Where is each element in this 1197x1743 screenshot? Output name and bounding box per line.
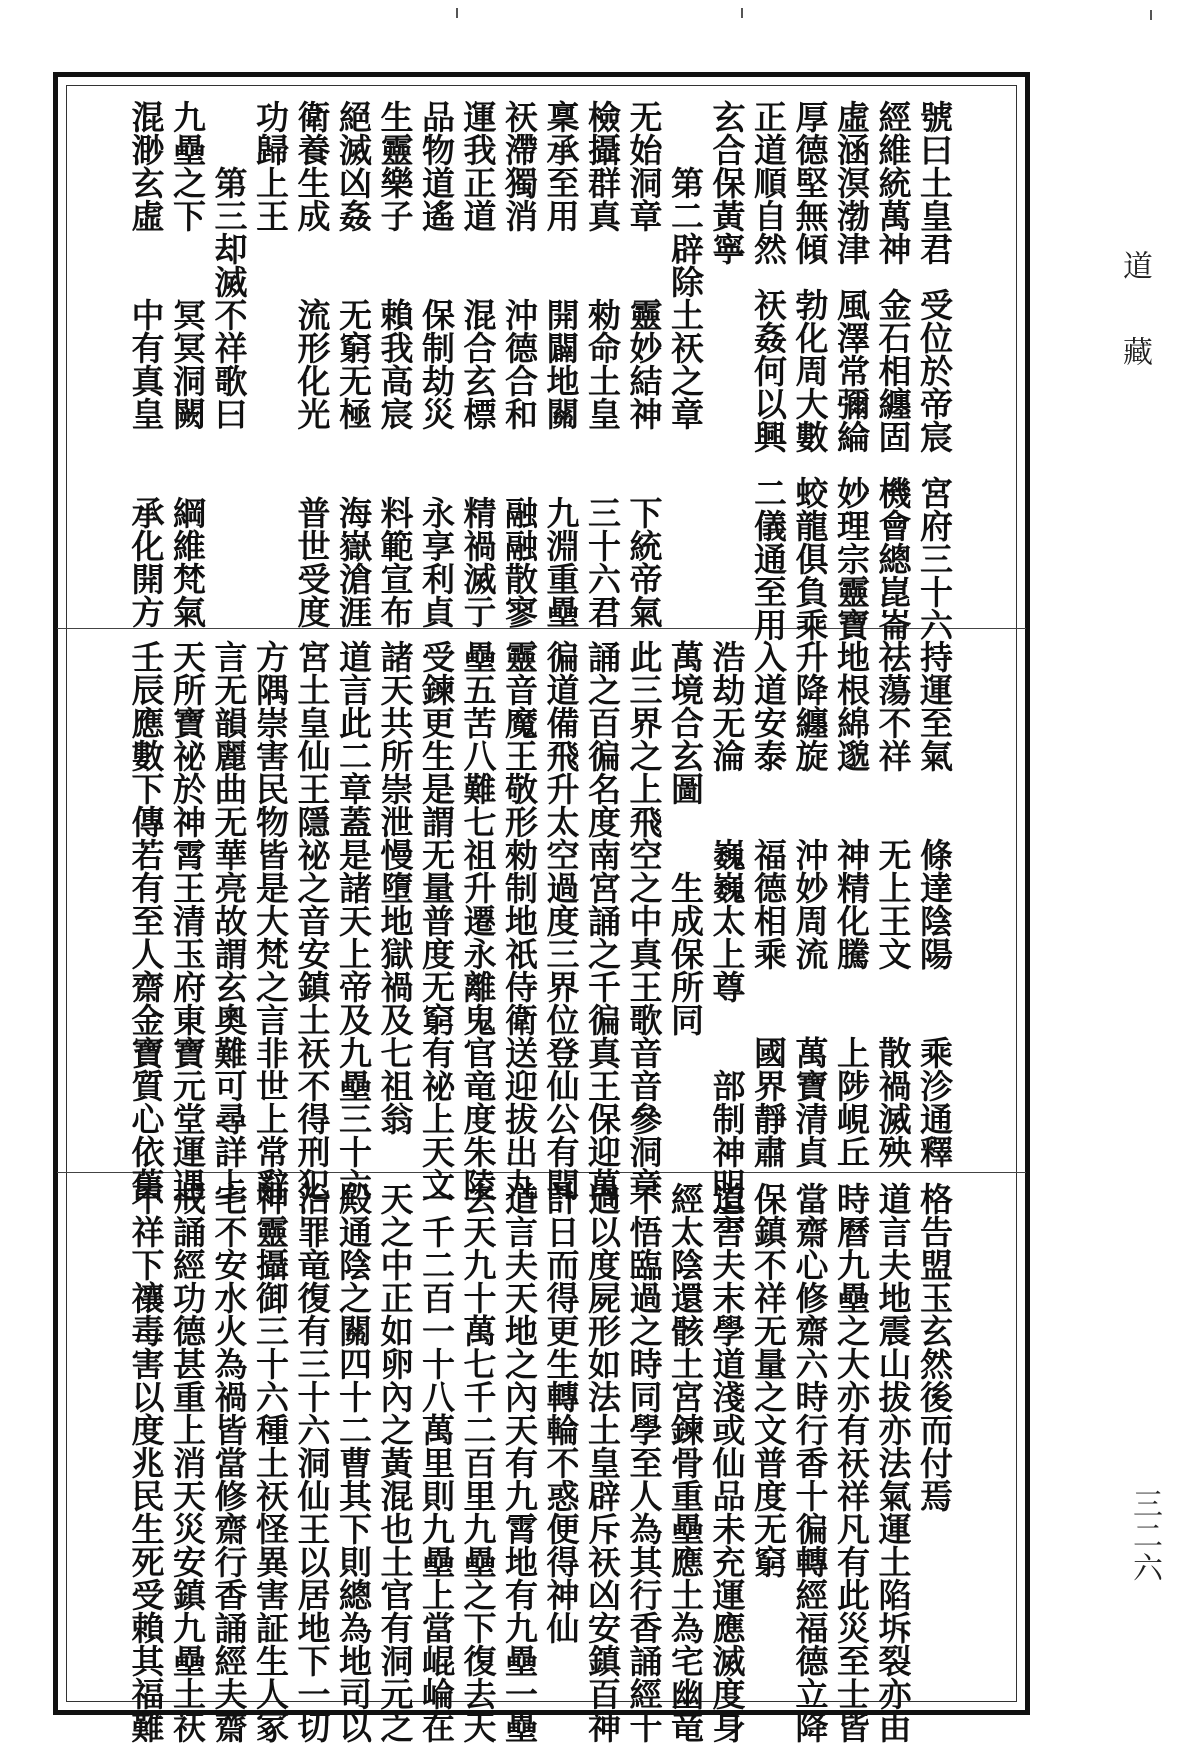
middle-text-column: 地根綿邈 神精化騰 上陟峴丘 [832, 640, 871, 1168]
middle-text-column: 徧道備飛升太空過度三界位登仙公有聞 [541, 640, 581, 1201]
lower-text-column: 天之中正如卵內之黃混也土官有洞元之 [375, 1182, 415, 1743]
middle-text-column: 誦之百徧名度南宮誦之千徧真王保迎萬 [583, 640, 622, 1201]
middle-text-column: 持運至氣 條達陰陽 乘沴通釋 [915, 640, 954, 1168]
upper-text-column: 厚德堅無傾 勃化周大數 蛟龍俱負乘 [790, 100, 830, 641]
page-number: 三二六 [1127, 1488, 1162, 1584]
middle-text-column: 道言此二章蓋是諸天上帝及九壘三十六 [334, 640, 373, 1201]
middle-text-column: 天所寶祕於神霄王清玉府東寶元堂運遇 [168, 640, 207, 1201]
middle-text-column: 諸天共所崇泄慢墮地獄禍及七祖翁 [375, 640, 415, 1135]
upper-text-column: 品物道遙 保制劫災 永享利貞 [417, 100, 456, 628]
lower-text-column: 不祥下禳毒害以度兆民生死受賴其福難 [126, 1182, 166, 1743]
lower-text-column: 道言夫末學道淺或仙品未充運應滅度身 [707, 1182, 747, 1743]
middle-text-column: 此三界之上飛空之中真王歌音音參洞章 [624, 640, 664, 1201]
upper-text-column: 无始洞章 靈妙結神 下統帝氣 [624, 100, 664, 628]
upper-text-column: 九壘之下 冥冥洞闕 綱維梵氣 [168, 100, 207, 628]
middle-text-column: 靈音魔王敬形勑制地祇侍衛送迎拔出九 [500, 640, 539, 1201]
middle-text-column: 壬辰應數下傳若有至人齋金寶質心依舊 [126, 640, 166, 1201]
middle-text-column: 萬境合玄圖 生成保所同 [666, 640, 705, 1036]
middle-text-column: 方隅崇害民物皆是大梵之言非世上常辭 [251, 640, 290, 1201]
middle-text-column: 浩劫无淪 巍巍太上尊 部制神明宗 [707, 640, 747, 1234]
lower-text-column: 去天九十萬七千二百里九壘之下復去天 [458, 1182, 498, 1743]
upper-text-column: 衛養生成 流形化光 普世受度 [292, 100, 332, 628]
upper-text-column: 第二辟除土祆之章 [666, 100, 705, 430]
lower-text-column: 格告盟玉玄然後而付焉 [915, 1182, 954, 1512]
upper-text-column: 稟承至用 開闢地關 九淵重壘 [541, 100, 581, 628]
upper-text-column: 生靈樂子 賴我高宸 料範宣布 [375, 100, 415, 628]
middle-text-column: 入道安泰 福德相乘 國界靜肅 [749, 640, 788, 1168]
lower-text-column: 治罪竜復有三十六洞仙王以居地下一切 [292, 1182, 332, 1743]
lower-text-column: 道言夫天地之內天有九霄地有九壘一壘 [500, 1182, 539, 1743]
upper-text-column: 祆滯獨消 沖德合和 融融散寥 [500, 100, 539, 628]
upper-text-column: 經維統萬神 金石相纏固 機會總崑崙 [873, 100, 913, 641]
lower-text-column: 計日而得更生轉輪不惑便得神仙 [541, 1182, 581, 1644]
lower-text-column: 宅不安水火為禍皆當修齋行香誦經夫齋 [209, 1182, 249, 1743]
upper-text-column: 第三却滅不祥歌曰 [209, 100, 249, 430]
middle-text-column: 祛蕩不祥 无上王文 散禍滅殃 [873, 640, 913, 1168]
upper-text-column: 混渺玄虛 中有真皇 承化開方 [126, 100, 166, 628]
middle-text-column: 升降纏旋 沖妙周流 萬寶清貞 [790, 640, 830, 1168]
lower-text-column: 當齋心修齋六時行香十徧轉經福德立降 [790, 1182, 830, 1743]
upper-text-column: 正道順自然 祆姦何以興 二儀通至用 [749, 100, 788, 641]
canon-title: 道藏 [1117, 250, 1152, 422]
lower-text-column: 經太陰還骸土宮鍊骨重壘應土為宅幽竜 [666, 1182, 705, 1743]
lower-text-column: 戒誦經功德甚重上消天災安鎮九壘土祆 [168, 1182, 207, 1743]
scan-mark [456, 8, 458, 18]
lower-text-column: 一千二百一十八萬里則九壘上當崐崘在 [417, 1182, 456, 1743]
lower-text-column: 過以度屍形如法土皇辟斥祆凶安鎮百神 [583, 1182, 622, 1743]
scan-mark [1150, 10, 1152, 20]
upper-text-column: 玄合保黃寧 [707, 100, 747, 265]
upper-text-column: 運我正道 混合玄標 精禍滅亍 [458, 100, 498, 628]
middle-text-column: 壘五苦八難七祖升遷永離鬼官竜度朱陵 [458, 640, 498, 1201]
upper-text-column: 功歸上王 [251, 100, 290, 232]
middle-text-column: 言无韻麗曲无華亮故謂玄奧難可尋詳上 [209, 640, 249, 1201]
lower-text-column: 殿通陰之關四十二曹其下則總為地司以 [334, 1182, 373, 1743]
middle-text-column: 受鍊更生是謂无量普度无窮有祕上天文 [417, 640, 456, 1201]
lower-text-column: 神靈攝御三十六種土祆怪異害証生人冢 [251, 1182, 290, 1743]
scan-mark [741, 8, 743, 18]
upper-text-column: 檢攝群真 勑命土皇 三十六君 [583, 100, 622, 628]
upper-text-column: 虛涵溟渤津 風澤常彌綸 妙理宗靈寶 [832, 100, 871, 641]
middle-text-column: 宮土皇仙王隱祕之音安鎮土祆不得刑犯 [292, 640, 332, 1201]
upper-text-column: 號曰土皇君 受位於帝宸 宮府三十六 [915, 100, 954, 641]
lower-text-column: 時曆九壘之大亦有祆祥凡有此災至士皆 [832, 1182, 871, 1743]
lower-text-column: 不悟臨過之時同學至人為其行香誦經十 [624, 1182, 664, 1743]
upper-text-column: 絕滅凶姦 无窮无極 海嶽滄涯 [334, 100, 373, 628]
lower-text-column: 保鎮不祥无量之文普度无窮 [749, 1182, 788, 1578]
lower-text-column: 道言夫地震山拔亦法氣運土陷坼裂亦由 [873, 1182, 913, 1743]
